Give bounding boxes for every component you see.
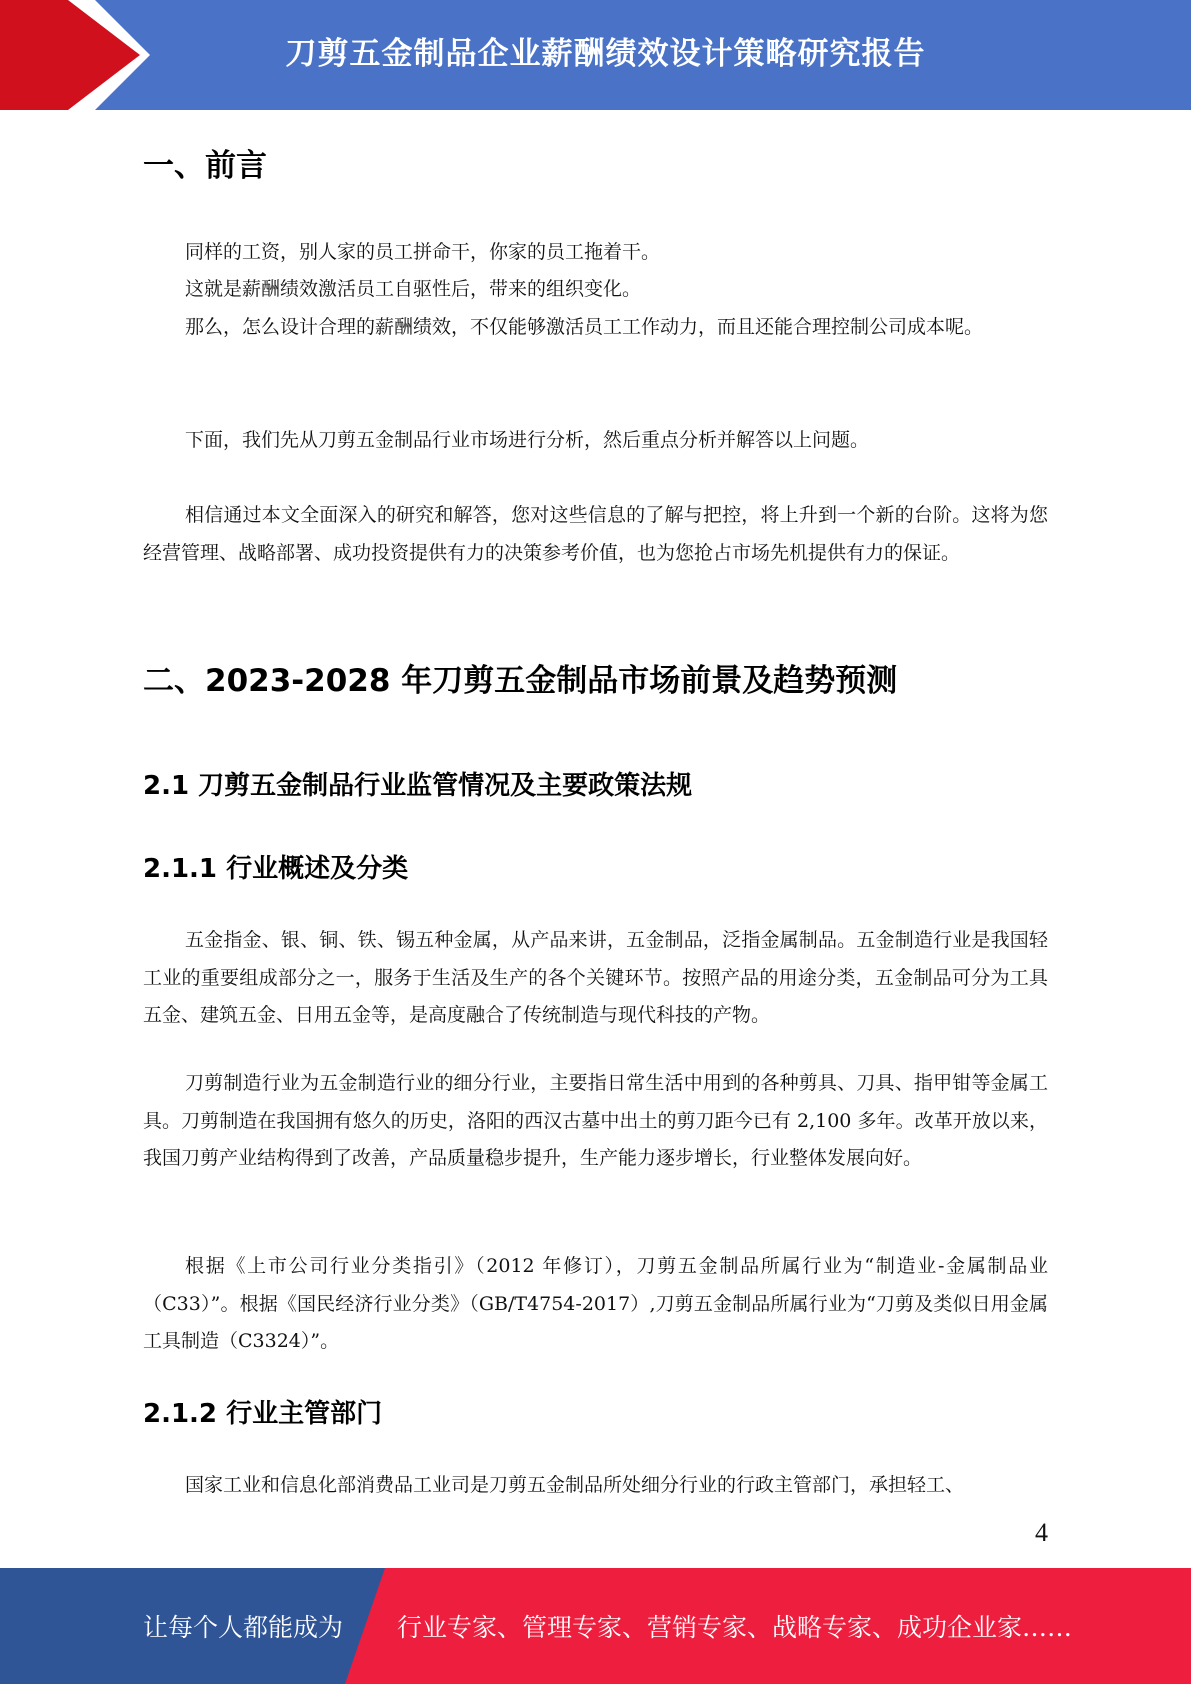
paragraph: 下面，我们先从刀剪五金制品行业市场进行分析，然后重点分析并解答以上问题。 [185, 429, 870, 451]
section-heading-forecast: 二、2023-2028 年刀剪五金制品市场前景及趋势预测 [143, 663, 898, 699]
header-band [0, 0, 1191, 110]
report-title: 刀剪五金制品企业薪酬绩效设计策略研究报告 [285, 35, 926, 72]
arrow-red-shape [0, 0, 140, 110]
paragraph: 相信通过本文全面深入的研究和解答，您对这些信息的了解与把控，将上升到一个新的台阶。这将为您经营管理、战略部署、成功投资提供有力的决策参考价值，也为您抢占市场先机提供有力的保证。 [143, 504, 1048, 564]
subsection-heading-regulation: 2.1 刀剪五金制品行业监管情况及主要政策法规 [143, 771, 693, 801]
subsection-heading-authority: 2.1.2 行业主管部门 [143, 1399, 383, 1429]
footer-slogan-right: 行业专家、管理专家、营销专家、战略专家、成功企业家…… [397, 1613, 1073, 1642]
header-arrow-decoration [0, 0, 160, 110]
paragraph: 同样的工资，别人家的员工拼命干，你家的员工拖着干。 [185, 241, 661, 263]
footer-slogan-left: 让每个人都能成为 [143, 1613, 344, 1642]
paragraph: 刀剪制造行业为五金制造行业的细分行业，主要指日常生活中用到的各种剪具、刀具、指甲钳等金属工具。刀剪制造在我国拥有悠久的历史，洛阳的西汉古墓中出土的剪刀距今已有 2,100 多年。改革开放以来，我国刀剪产业结构得到了改善，产品质量稳步提升，生产能力逐步增长，行业整体发展向好。 [143, 1072, 1048, 1169]
footer-band [0, 1568, 1191, 1684]
paragraph: 五金指金、银、铜、铁、锡五种金属，从产品来讲，五金制品，泛指金属制品。五金制造行业是我国轻工业的重要组成部分之一，服务于生活及生产的各个关键环节。按照产品的用途分类，五金制品可分为工具五金、建筑五金、日用五金等，是高度融合了传统制造与现代科技的产物。 [143, 929, 1048, 1026]
paragraph: 这就是薪酬绩效激活员工自驱性后，带来的组织变化。 [185, 278, 642, 300]
section-heading-preface: 一、前言 [143, 148, 267, 184]
paragraph: 根据《上市公司行业分类指引》（2012 年修订），刀剪五金制品所属行业为“制造业-金属制品业（C33）”。根据《国民经济行业分类》（GB/T4754-2017）,刀剪五金制品所属行业为“刀剪及类似日用金属工具制造（C3324）”。 [143, 1255, 1048, 1352]
page-number: 4 [1035, 1518, 1048, 1547]
subsection-heading-overview: 2.1.1 行业概述及分类 [143, 854, 409, 884]
paragraph: 那么，怎么设计合理的薪酬绩效，不仅能够激活员工工作动力，而且还能合理控制公司成本呢。 [185, 316, 984, 338]
paragraph: 国家工业和信息化部消费品工业司是刀剪五金制品所处细分行业的行政主管部门，承担轻工、 [185, 1474, 965, 1496]
